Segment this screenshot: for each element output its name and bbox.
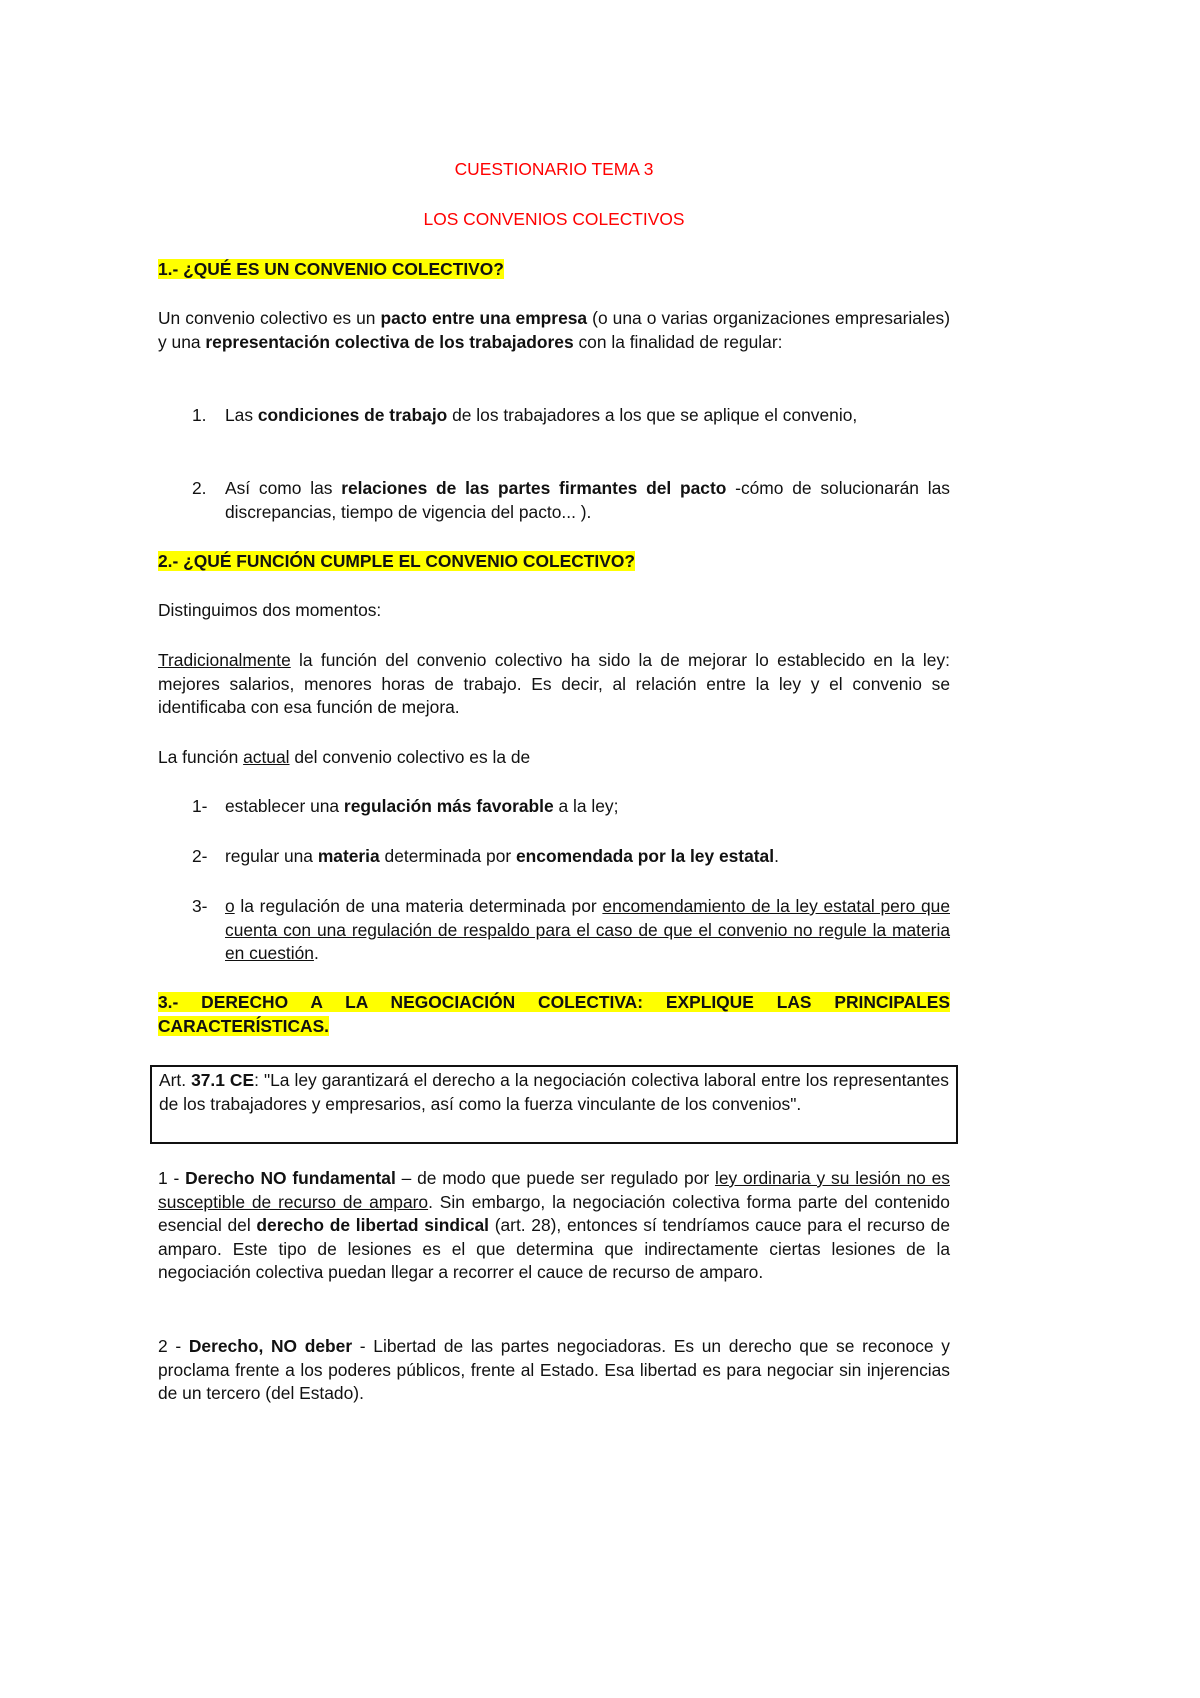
bold-text: relaciones de las partes firmantes del pacto [341,478,727,498]
underlined-text: ley ordinaria y su lesión no es susceptible de recurso de amparo [158,1168,950,1212]
document-subtitle: LOS CONVENIOS COLECTIVOS [423,209,685,229]
list-item-text [225,895,950,966]
text-run: a la ley; [553,796,619,816]
text-run: Art. [159,1070,192,1090]
text-run: de los trabajadores a los que se aplique el convenio, [447,405,858,425]
text-run: Un convenio colectivo es un [158,308,381,328]
text-run: regular una [225,846,318,866]
text-run: . Sin embargo, la negociación colectiva forma parte del contenido esencial del [158,1191,950,1236]
question-3-heading-text: 3.- DERECHO A LA NEGOCIACIÓN COLECTIVA: EXPLIQUE LAS PRINCIPALES CARACTERÍSTICAS. [158,992,950,1036]
q2-list-item [192,845,950,869]
bold-text: 37.1 CE [191,1070,255,1090]
text-run: la regulación de una materia determinada por [234,896,603,916]
underlined-text: Tradicionalmente [158,650,291,670]
question-1-heading-text: 1.- ¿QUÉ ES UN CONVENIO COLECTIVO? [158,259,504,279]
underlined-text: actual [243,747,290,767]
list-item-text [225,477,950,524]
underlined-text: encomendamiento de la ley estatal pero que cuenta con una regulación de respaldo para el caso de que el convenio no regule la materia en cuestión [225,896,950,964]
text-run: determinada por [379,846,516,866]
bold-text: regulación más favorable [343,796,554,816]
q1-paragraph [158,307,950,354]
list-item-text [225,795,950,819]
bold-text: representación colectiva de los trabajadores [205,331,574,352]
text-run: : "La ley garantizará el derecho a la negociación colectiva laboral entre los representantes de los trabajadores y empresarios, así como la fuerza vinculante de los convenios". [159,1070,950,1114]
text-run: . [774,846,779,866]
q2-paragraph-intro [158,599,950,623]
article-quote-box [150,1065,958,1144]
q2-list-item [192,895,950,966]
bold-text: Derecho, NO deber [188,1336,353,1356]
underlined-text: o [225,896,235,916]
bold-text: Derecho NO fundamental [185,1168,396,1188]
q2-paragraph-current [158,746,950,770]
document-title: CUESTIONARIO TEMA 3 [454,159,654,179]
text-run: con la finalidad de regular: [573,331,783,352]
q2-paragraph-traditional [158,649,950,720]
text-run: la función del convenio colectivo ha sido la de mejorar lo establecido en la ley: mejores salarios, menores horas de trabajo. Es decir, al relación entre la ley y el convenio se identificaba con esa función de mejora. [158,650,950,718]
text-run: del convenio colectivo es la de [289,747,531,767]
question-2-heading [158,550,950,574]
q2-list-item [192,795,950,819]
list-number: 1- [192,796,208,816]
bold-text: pacto entre una empresa [380,308,588,328]
question-1-heading [158,258,950,282]
list-number: 2- [192,846,208,866]
bold-text: encomendada por la ley estatal [516,846,775,866]
q3-paragraph-2 [158,1335,950,1406]
text-run: Así como las [225,478,342,498]
list-item-text [225,404,950,428]
text-run: -cómo de solucionarán las discrepancias, tiempo de vigencia del pacto... ). [225,478,950,522]
text-run: - Libertad de las partes negociadoras. Es un derecho que se reconoce y proclama frente a los poderes públicos, frente al Estado. Esa libertad es para negociar sin injerencias de un tercero (del Estado). [158,1336,950,1404]
list-item-text [225,845,950,869]
text-run: – de modo que puede ser regulado por [395,1168,715,1188]
text-run: 2 - [158,1336,189,1356]
q3-paragraph-1 [158,1167,950,1285]
text-run: Las [225,405,258,425]
bold-text: derecho de libertad sindical [256,1215,489,1236]
list-number: 2. [192,478,207,498]
text-run: Distinguimos dos momentos: [158,600,382,620]
text-run: (o una o varias organizaciones empresariales) y una [158,308,950,352]
question-3-heading [158,991,950,1038]
q1-list-item [192,404,950,428]
question-2-heading-text: 2.- ¿QUÉ FUNCIÓN CUMPLE EL CONVENIO COLECTIVO? [158,551,635,571]
bold-text: materia [317,846,380,866]
text-run: . [313,943,319,964]
text-run: 1 - [158,1168,186,1188]
text-run: (art. 28), entonces sí tendríamos cauce para el recurso de amparo. Este tipo de lesiones es el que determina que indirectamente ciertas lesiones de la negociación colectiva puedan llegar a recorrer el cauce de recurso de amparo. [158,1215,950,1283]
text-run: La función [158,747,244,767]
bold-text: condiciones de trabajo [257,405,448,425]
text-run: establecer una [225,796,344,816]
q1-list-item [192,477,950,524]
list-number: 3- [192,896,208,916]
list-number: 1. [192,405,207,425]
